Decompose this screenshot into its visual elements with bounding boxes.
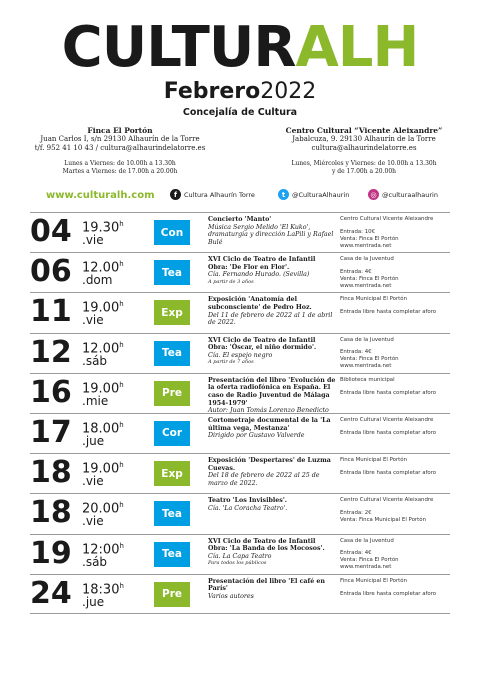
event-row: [30, 333, 450, 373]
event-time: 19.30$^h$: [82, 220, 124, 236]
event-day: 04: [30, 214, 72, 249]
instagram-icon: ◎: [368, 189, 379, 200]
event-time: 12.00$^h$: [82, 260, 124, 276]
event-venue: Centro Cultural Vicente Aleixandre Entrada: 2€ Venta: Finca Municipal El Portón: [340, 497, 434, 524]
event-row: [30, 574, 450, 614]
event-weekday: .sáb: [82, 554, 108, 569]
event-row: [30, 292, 450, 332]
event-weekday: .vie: [82, 313, 104, 328]
event-weekday: .mie: [82, 393, 109, 408]
event-info: XVI Ciclo de Teatro de Infantil Obra: 'La Banda de los Mocosos'. Cía. La Capa Teatro Para todos los públicos: [208, 537, 325, 567]
event-venue: Finca Municipal El Portón Entrada libre hasta completar aforo: [340, 577, 437, 597]
event-day: 16: [30, 374, 72, 410]
event-time: 19.00$^h$: [82, 461, 124, 477]
event-category-badge: Con: [154, 220, 190, 245]
twitter-icon: t: [278, 189, 289, 200]
facebook-icon: f: [170, 189, 181, 200]
event-venue: Centro Cultural Vicente Aleixandre Entrada: 10€ Venta: Finca El Portón www.mentrada.net: [340, 216, 434, 249]
event-day: 19: [30, 535, 72, 571]
event-category-badge: Tea: [154, 501, 190, 526]
event-category-badge: Pre: [154, 381, 190, 406]
event-weekday: .vie: [82, 233, 104, 247]
event-time: 18:30$^h$: [82, 581, 124, 598]
event-time: 19.00$^h$: [82, 300, 124, 316]
event-row: [30, 413, 450, 453]
event-category-badge: Cor: [154, 421, 190, 446]
event-weekday: .jue: [82, 433, 105, 448]
event-row: [30, 534, 450, 574]
facebook-link[interactable]: f Cultura Alhaurín Torre: [170, 189, 255, 200]
twitter-link[interactable]: t @CulturaAlhaurin: [278, 189, 349, 200]
event-row: [30, 453, 450, 493]
event-info: Presentación del libro 'El café en París' Varios autores: [208, 577, 325, 600]
event-venue: Biblioteca municipal Entrada libre hasta completar aforo: [340, 376, 437, 396]
event-day: 18: [30, 495, 72, 531]
instagram-link[interactable]: ◎ @culturaalhaurin: [368, 189, 438, 200]
event-venue: Centro Cultural Vicente Aleixandre Entrada libre hasta completar aforo: [340, 416, 437, 436]
event-category-badge: Exp: [154, 300, 190, 325]
event-venue: Casa de la Juventud Entrada: 4€ Venta: Finca El Portón www.mentrada.net: [340, 336, 399, 370]
event-info: Exposición 'Anatomía del subconsciente' de Pedro Hoz. Del 11 de febrero de 2022 al 1 de abril de 2022.: [208, 296, 333, 327]
event-day: 18: [30, 455, 72, 491]
event-row: [30, 212, 450, 252]
event-day: 06: [30, 254, 72, 290]
event-venue: Finca Municipal El Portón Entrada libre hasta completar aforo: [340, 296, 437, 316]
event-list: [30, 212, 450, 614]
event-info: Presentación del libro 'Evolución de la oferta radiofónica en España. El caso de Radio Juventud de Málaga 1954-1979' Autor: Juan Tomás Lorenzo Benedicto: [208, 376, 336, 415]
event-venue: Casa de la Juventud Entrada: 4€ Venta: Finca El Portón www.mentrada.net: [340, 537, 399, 571]
venue-finca: Finca El Portón Juan Carlos I, s/n 29130 Alhaurín de la Torre t/f. 952 41 10 43 / cultura@alhaurindelatorre.es Lunes a Viernes: de 10.00h a 13.30h Martes a Viernes: de 17.00h a 20.00h: [34, 126, 206, 175]
event-weekday: .vie: [82, 514, 104, 529]
event-row: [30, 373, 450, 413]
event-info: Teatro 'Los Invisibles'. Cía. 'La Coracha Teatro'.: [208, 497, 288, 512]
event-day: 11: [30, 294, 72, 330]
event-weekday: .sáb: [82, 353, 108, 368]
event-time: 20.00$^h$: [82, 501, 124, 517]
event-venue: Casa de la Juventud Entrada: 4€ Venta: Finca El Portón www.mentrada.net: [340, 256, 399, 289]
event-info: XVI Ciclo de Teatro de Infantil Obra: 'Óscar, el niño dormido'. Cía. El espejo negro A partir de 7 años: [208, 336, 317, 366]
event-weekday: .jue: [82, 594, 105, 609]
event-category-badge: Tea: [154, 260, 190, 285]
event-time: 19.00$^h$: [82, 380, 124, 397]
month-title: Febrero2022: [163, 79, 317, 104]
event-info: Cortometraje documental de la 'La última vega, Mestanza' Dirigido por Gustavo Valverde: [208, 416, 331, 440]
event-category-badge: Tea: [154, 542, 190, 567]
event-category-badge: Tea: [154, 341, 190, 366]
event-info: Concierto 'Manto' Música Sergio Melido 'El Kuko', dramaturgia y dirección LaPili y Rafael Bulé: [208, 216, 334, 246]
event-day: 12: [30, 334, 72, 370]
event-weekday: .dom: [82, 273, 113, 288]
event-category-badge: Pre: [154, 582, 190, 607]
event-time: 18.00$^h$: [82, 420, 124, 437]
event-venue: Finca Municipal El Portón Entrada libre hasta completar aforo: [340, 457, 437, 477]
event-time: 12:00$^h$: [82, 541, 124, 557]
subtitle: Concejalía de Cultura: [182, 107, 298, 118]
venue-centro-cultural: Centro Cultural “Vicente Aleixandre” Jabalcuza, 9. 29130 Alhaurín de la Torre cultura@alhaurindelatorre.es Lunes, Miércoles y Viernes: de 10.00h a 13.30h y de 17.00h a 20.00h: [285, 126, 443, 175]
website-link[interactable]: www.culturalh.com: [46, 190, 155, 201]
event-info: XVI Ciclo de Teatro de Infantil Obra: 'De Flor en Flor'. Cía. Fernando Hurado. (Sevilla) A partir de 3 años: [208, 256, 316, 285]
event-category-badge: Exp: [154, 461, 190, 486]
culturalh-logo: CULTURALH: [61, 15, 419, 80]
event-day: 24: [30, 575, 72, 611]
event-row: [30, 493, 450, 533]
event-time: 12.00$^h$: [82, 340, 124, 356]
event-weekday: .vie: [82, 474, 104, 489]
event-info: Exposición 'Despertares' de Luzma Cuevas. Del 18 de febrero de 2022 al 25 de marzo de 2022.: [208, 457, 331, 487]
social-bar: [0, 188, 480, 206]
event-day: 17: [30, 414, 72, 450]
event-row: [30, 252, 450, 292]
